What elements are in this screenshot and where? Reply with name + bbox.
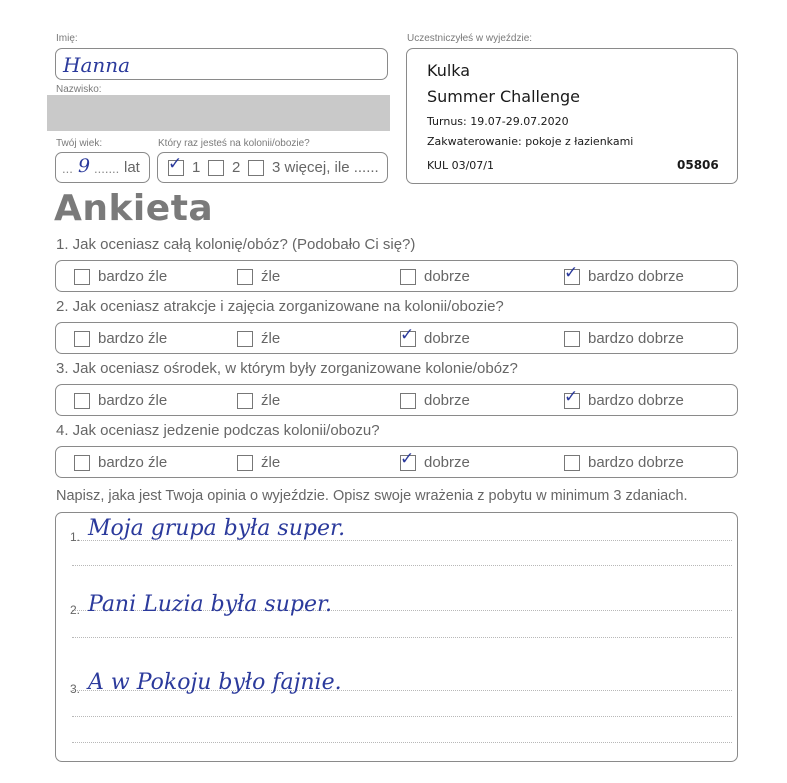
rating-option-label: dobrze: [424, 268, 470, 285]
wiek-dots-left: ...: [62, 161, 73, 176]
checkbox[interactable]: [74, 331, 90, 347]
rating-option-label: bardzo dobrze: [588, 392, 684, 409]
question-text: 2. Jak oceniasz atrakcje i zajęcia zorganizowane na kolonii/obozie?: [56, 298, 504, 315]
uczestnictwo-label: Uczestniczyłeś w wyjeździe:: [407, 33, 533, 44]
turnus-row: [427, 115, 569, 128]
question-text: 3. Jak oceniasz ośrodek, w którym były zorganizowane kolonie/obóz?: [56, 360, 518, 377]
checkbox[interactable]: [208, 160, 224, 176]
checkbox[interactable]: [237, 269, 253, 285]
zakwaterowanie-label: Zakwaterowanie:: [427, 135, 522, 148]
ktory-raz-option-2[interactable]: [208, 159, 240, 176]
rating-option-label: źle: [261, 454, 281, 471]
rating-row: [55, 322, 738, 354]
rating-option[interactable]: [74, 454, 167, 471]
rating-option-label: dobrze: [424, 330, 470, 347]
rating-option[interactable]: [400, 268, 470, 285]
check-mark-icon: ✓: [564, 386, 579, 407]
answer-line: [72, 742, 732, 743]
zakwaterowanie-row: [427, 135, 633, 148]
checkbox[interactable]: [400, 324, 416, 347]
answer-line: [72, 565, 732, 566]
rating-option[interactable]: [564, 330, 684, 347]
checkbox[interactable]: [237, 331, 253, 347]
rating-option-label: bardzo źle: [98, 392, 168, 409]
wiek-field[interactable]: [55, 152, 150, 183]
check-mark-icon: ✓: [400, 448, 415, 469]
trip-code: KUL 03/07/1: [427, 159, 494, 172]
rating-option-label: bardzo źle: [98, 330, 168, 347]
rating-option[interactable]: [74, 330, 167, 347]
ktory-raz-option-1[interactable]: [168, 153, 201, 176]
ktory-raz-option-label: 2: [232, 159, 241, 176]
ktory-raz-option-3[interactable]: [248, 159, 379, 176]
checkbox[interactable]: [564, 262, 580, 285]
rating-option-label: bardzo dobrze: [588, 454, 684, 471]
rating-option-label: bardzo źle: [98, 268, 168, 285]
ktory-raz-option-label: 3 więcej, ile ......: [272, 159, 379, 176]
rating-option[interactable]: [400, 324, 470, 347]
rating-row: [55, 384, 738, 416]
rating-option[interactable]: [237, 392, 280, 409]
rating-option-label: dobrze: [424, 454, 470, 471]
answer-number: 3.: [70, 682, 81, 696]
checkbox[interactable]: [564, 386, 580, 409]
imie-value: Hanna: [63, 53, 131, 77]
checkbox[interactable]: [74, 455, 90, 471]
rating-option[interactable]: [564, 454, 684, 471]
rating-option-label: źle: [261, 268, 281, 285]
checkbox[interactable]: [237, 393, 253, 409]
rating-option[interactable]: [237, 330, 280, 347]
rating-option[interactable]: [564, 262, 684, 285]
wiek-dots-right: .......: [94, 161, 120, 176]
imie-label: Imię:: [56, 33, 78, 44]
nazwisko-redacted-field: [47, 95, 390, 131]
checkbox[interactable]: [168, 153, 184, 176]
rating-option[interactable]: [237, 268, 280, 285]
trip-program: Summer Challenge: [427, 87, 580, 106]
rating-option[interactable]: [564, 386, 684, 409]
rating-option-label: źle: [261, 330, 281, 347]
trip-info-box: [406, 48, 738, 184]
question-text: 1. Jak oceniasz całą kolonię/obóz? (Podobało Ci się?): [56, 236, 416, 253]
wiek-unit: lat: [124, 159, 140, 176]
rating-option-label: źle: [261, 392, 281, 409]
nazwisko-label: Nazwisko:: [56, 84, 102, 95]
checkbox[interactable]: [564, 455, 580, 471]
rating-option-label: dobrze: [424, 392, 470, 409]
opinion-prompt: Napisz, jaka jest Twoja opinia o wyjeździe. Opisz swoje wrażenia z pobytu w minimum 3 zdaniach.: [56, 488, 688, 504]
rating-row: [55, 260, 738, 292]
checkbox[interactable]: [248, 160, 264, 176]
answer-number: 1.: [70, 530, 81, 544]
ktory-raz-field: [157, 152, 388, 183]
checkbox[interactable]: [237, 455, 253, 471]
rating-option[interactable]: [237, 454, 280, 471]
answer-line: [72, 637, 732, 638]
answer-number: 2.: [70, 603, 81, 617]
rating-option-label: bardzo dobrze: [588, 330, 684, 347]
wiek-label: Twój wiek:: [56, 138, 103, 149]
page-title: Ankieta: [54, 188, 214, 229]
check-mark-icon: ✓: [564, 262, 579, 283]
answer-text: A w Pokoju było fajnie.: [88, 670, 342, 695]
imie-field[interactable]: [55, 48, 388, 80]
turnus-label: Turnus:: [427, 115, 467, 128]
checkbox[interactable]: [564, 331, 580, 347]
rating-option[interactable]: [74, 392, 167, 409]
trip-number: 05806: [677, 158, 719, 172]
checkbox[interactable]: [400, 269, 416, 285]
zakwaterowanie-value: pokoje z łazienkami: [525, 135, 634, 148]
wiek-value: 9: [78, 155, 91, 177]
rating-row: [55, 446, 738, 478]
turnus-value: 19.07-29.07.2020: [470, 115, 569, 128]
rating-option-label: bardzo źle: [98, 454, 168, 471]
answer-text: Pani Luzia była super.: [88, 592, 333, 617]
question-text: 4. Jak oceniasz jedzenie podczas kolonii/obozu?: [56, 422, 380, 439]
answer-line: [72, 716, 732, 717]
answer-text: Moja grupa była super.: [88, 516, 346, 541]
rating-option[interactable]: [400, 392, 470, 409]
checkbox[interactable]: [74, 269, 90, 285]
ktory-raz-option-label: 1: [192, 159, 201, 176]
check-mark-icon: ✓: [400, 324, 415, 345]
rating-option[interactable]: [400, 448, 470, 471]
trip-name: Kulka: [427, 61, 471, 80]
checkbox[interactable]: [74, 393, 90, 409]
rating-option[interactable]: [74, 268, 167, 285]
ktory-raz-label: Który raz jesteś na kolonii/obozie?: [158, 138, 310, 149]
checkbox[interactable]: [400, 448, 416, 471]
check-mark-icon: ✓: [168, 153, 183, 174]
rating-option-label: bardzo dobrze: [588, 268, 684, 285]
checkbox[interactable]: [400, 393, 416, 409]
